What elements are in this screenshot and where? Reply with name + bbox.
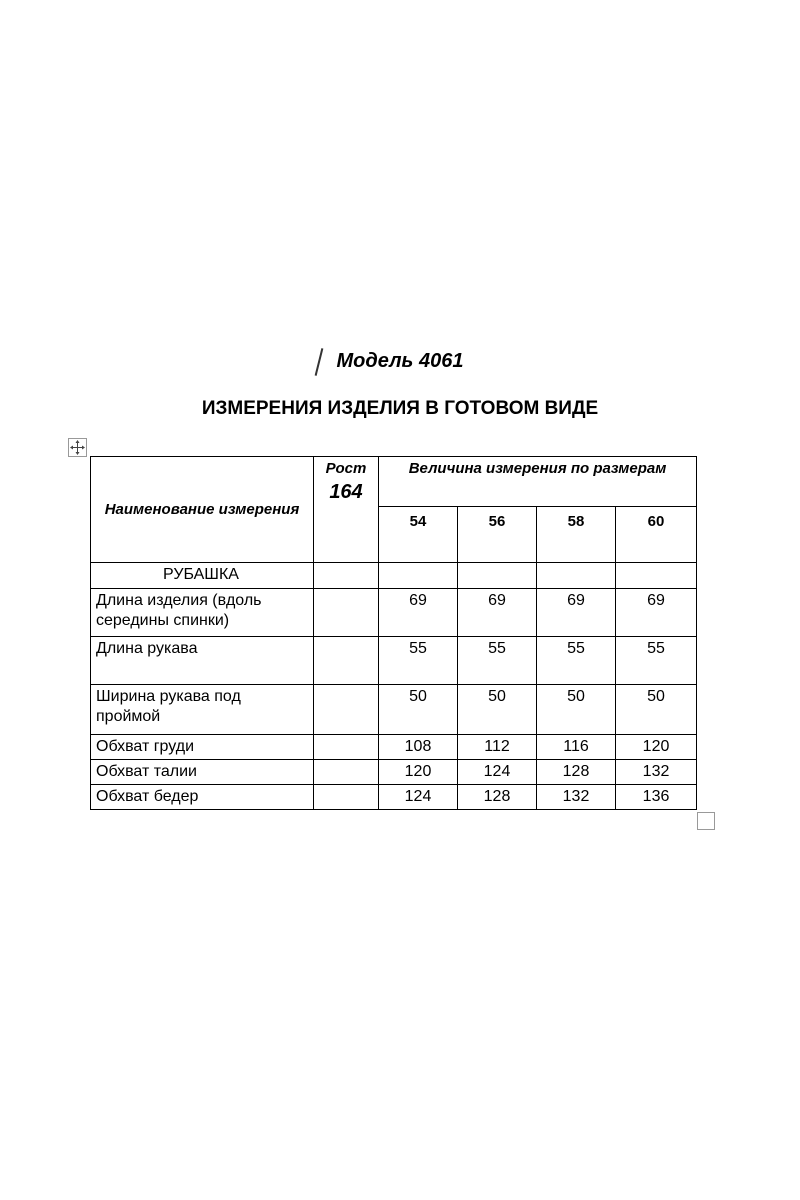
value-cell: 112	[458, 735, 537, 760]
value-cell: 69	[537, 589, 616, 637]
size-header-cell: 54	[379, 507, 458, 563]
measurement-name: Обхват талии	[91, 760, 314, 785]
value-cell: 128	[458, 785, 537, 810]
table-row	[91, 589, 697, 637]
value-cell: 50	[616, 685, 697, 735]
value-cell: 120	[616, 735, 697, 760]
section-label: РУБАШКА	[91, 563, 314, 589]
height-cell	[314, 637, 379, 685]
size-header-cell: 60	[616, 507, 697, 563]
value-cell: 55	[537, 637, 616, 685]
value-cell: 116	[537, 735, 616, 760]
height-cell	[314, 760, 379, 785]
model-title: Модель 4061	[336, 350, 464, 372]
value-cell: 50	[537, 685, 616, 735]
table-row	[91, 760, 697, 785]
height-cell	[314, 589, 379, 637]
table-row	[91, 785, 697, 810]
move-arrows-icon	[69, 439, 86, 456]
table-row	[91, 685, 697, 735]
value-cell: 55	[379, 637, 458, 685]
measurement-name: Длина рукава	[91, 637, 314, 685]
measurement-name: Обхват бедер	[91, 785, 314, 810]
size-header-cell: 56	[458, 507, 537, 563]
measurement-name: Обхват груди	[91, 735, 314, 760]
height-cell	[314, 685, 379, 735]
document-heading: ИЗМЕРЕНИЯ ИЗДЕЛИЯ В ГОТОВОМ ВИДЕ	[201, 398, 599, 419]
value-cell: 124	[379, 785, 458, 810]
measurement-name: Длина изделия (вдоль середины спинки)	[91, 589, 314, 637]
measurements-table	[90, 456, 697, 810]
value-cell: 124	[458, 760, 537, 785]
header-measurement-name: Наименование измерения	[91, 457, 314, 563]
table-row	[91, 637, 697, 685]
value-cell: 132	[537, 785, 616, 810]
header-sizes-label: Величина измерения по размерам	[379, 457, 697, 507]
value-cell: 120	[379, 760, 458, 785]
table-row	[91, 735, 697, 760]
height-cell	[314, 785, 379, 810]
value-cell: 69	[616, 589, 697, 637]
size-header-cell: 58	[537, 507, 616, 563]
value-cell: 69	[379, 589, 458, 637]
value-cell: 132	[616, 760, 697, 785]
measurement-name: Ширина рукава под проймой	[91, 685, 314, 735]
value-cell: 128	[537, 760, 616, 785]
header-height	[314, 457, 379, 563]
value-cell: 50	[379, 685, 458, 735]
header-height-label: Рост	[325, 460, 367, 477]
value-cell: 55	[616, 637, 697, 685]
table-resize-handle[interactable]	[697, 812, 715, 830]
height-cell	[314, 735, 379, 760]
header-height-value: 164	[329, 481, 363, 503]
value-cell: 108	[379, 735, 458, 760]
value-cell: 55	[458, 637, 537, 685]
table-move-handle[interactable]	[68, 438, 87, 457]
value-cell: 50	[458, 685, 537, 735]
value-cell: 136	[616, 785, 697, 810]
section-row	[91, 563, 697, 589]
value-cell: 69	[458, 589, 537, 637]
